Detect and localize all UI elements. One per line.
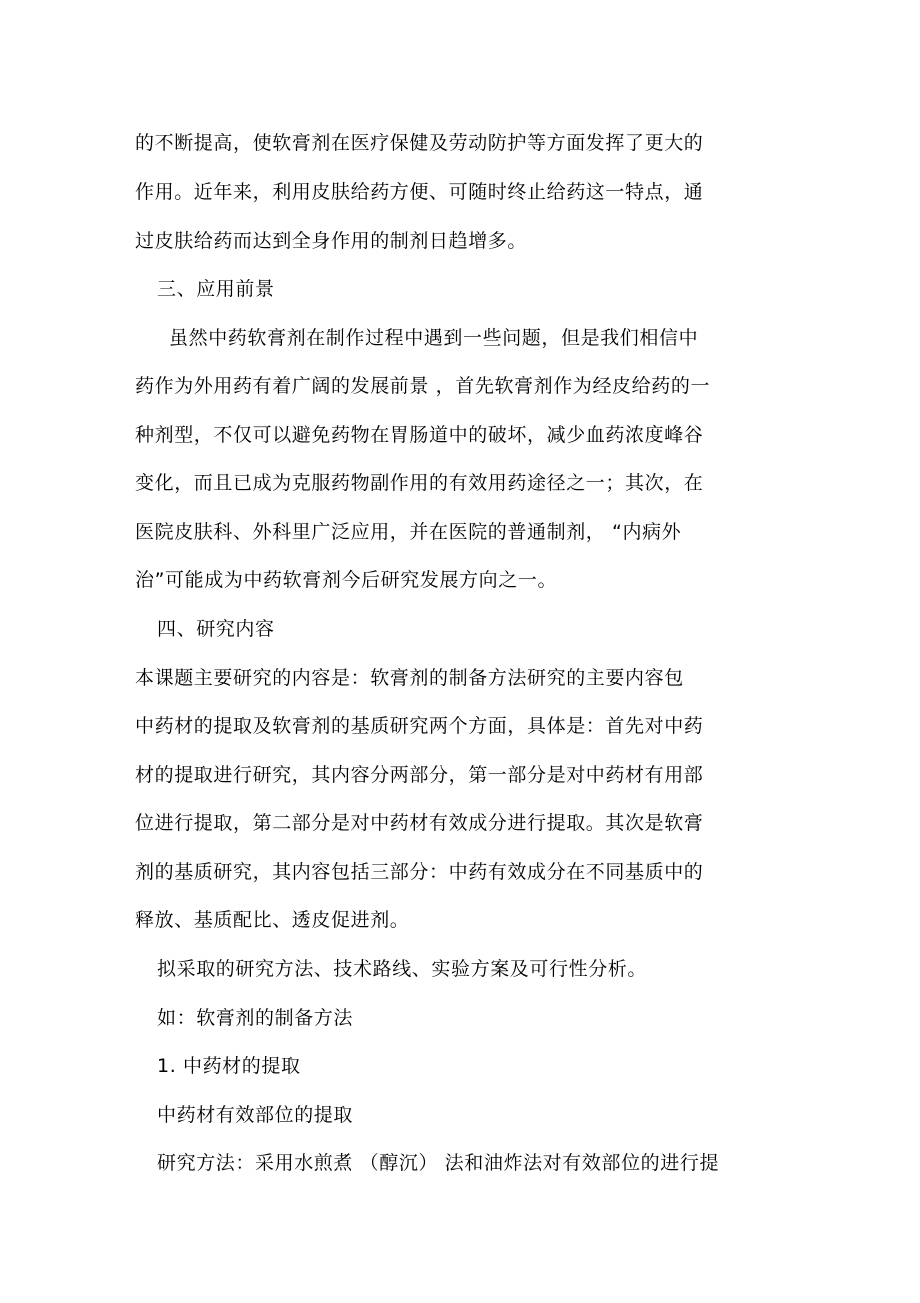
text-line: 释放、基质配比、透皮促进剂。 [135, 909, 410, 931]
text-line: 过皮肤给药而达到全身作用的制剂日趋增多。 [135, 230, 528, 252]
text-line: 如：软膏剂的制备方法 [157, 1007, 354, 1029]
text-line: 治”可能成为中药软膏剂今后研究发展方向之一。 [135, 569, 558, 591]
text-line: 拟采取的研究方法、技术路线、实验方案及可行性分析。 [157, 958, 648, 980]
text-line: 药作为外用药有着广阔的发展前景 ，首先软膏剂作为经皮给药的一 [135, 375, 711, 397]
text-line: 位进行提取，第二部分是对中药材有效成分进行提取。其次是软膏 [135, 812, 704, 834]
text-line: 医院皮肤科、外科里广泛应用，并在医院的普通制剂， “内病外 [135, 521, 682, 543]
text-line: 中药材的提取及软膏剂的基质研究两个方面，具体是：首先对中药 [135, 715, 704, 737]
text-line: 变化，而且已成为克服药物副作用的有效用药途径之一；其次，在 [135, 472, 704, 494]
subsection-heading: 1. 中药材的提取 [157, 1055, 301, 1077]
text-line: 种剂型，不仅可以避免药物在胃肠道中的破坏，减少血药浓度峰谷 [135, 424, 704, 446]
text-line: 的不断提高，使软膏剂在医疗保健及劳动防护等方面发挥了更大的 [135, 132, 704, 154]
text-line: 中药材有效部位的提取 [157, 1104, 354, 1126]
section-heading: 四、研究内容 [157, 618, 275, 640]
text-line: 虽然中药软膏剂在制作过程中遇到一些问题，但是我们相信中 [169, 327, 699, 349]
text-line: 材的提取进行研究，其内容分两部分，第一部分是对中药材有用部 [135, 764, 704, 786]
text-line: 研究方法：采用水煎煮 （醇沉） 法和油炸法对有效部位的进行提 [157, 1152, 720, 1174]
text-line: 本课题主要研究的内容是：软膏剂的制备方法研究的主要内容包 [135, 667, 684, 689]
text-line: 剂的基质研究，其内容包括三部分：中药有效成分在不同基质中的 [135, 861, 704, 883]
text-line: 作用。近年来，利用皮肤给药方便、可随时终止给药这一特点，通 [135, 181, 704, 203]
section-heading: 三、应用前景 [157, 278, 275, 300]
